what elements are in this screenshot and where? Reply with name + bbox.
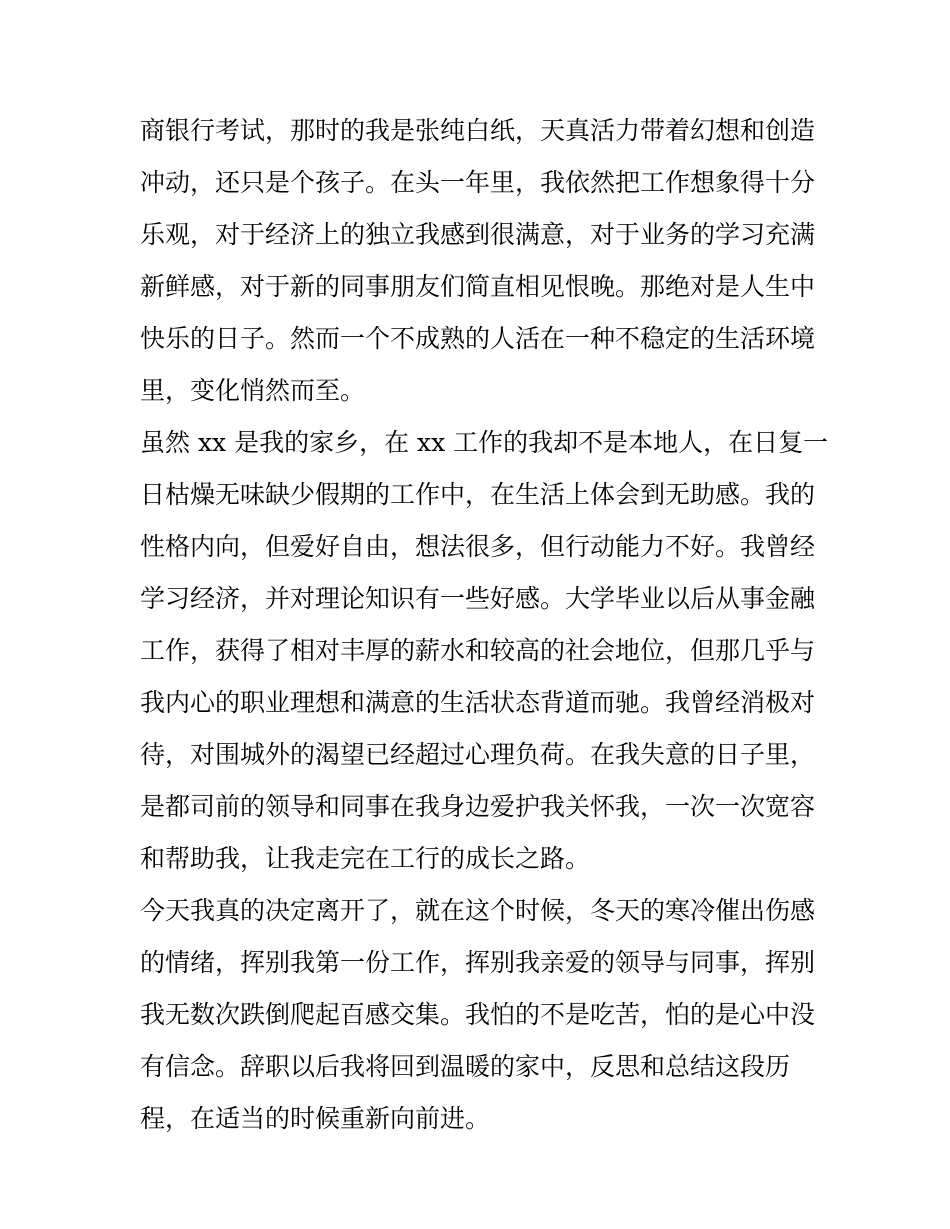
text-line: 我无数次跌倒爬起百感交集。我怕的不是吃苦，怕的是心中没 [140,1000,816,1029]
text-line: 学习经济，并对理论知识有一些好感。大学毕业以后从事金融 [140,584,816,613]
text-line: 乐观，对于经济上的独立我感到很满意，对于业务的学习充满 [140,220,816,249]
text-line: 快乐的日子。然而一个不成熟的人活在一种不稳定的生活环境 [140,324,816,353]
text-line: 的情绪，挥别我第一份工作，挥别我亲爱的领导与同事，挥别 [140,948,816,977]
text-line: 虽然 xx 是我的家乡，在 xx 工作的我却不是本地人，在日复一 [140,428,829,457]
text-line: 日枯燥无味缺少假期的工作中，在生活上体会到无助感。我的 [140,480,816,509]
text-line: 是都司前的领导和同事在我身边爱护我关怀我，一次一次宽容 [140,792,816,821]
text-line: 待，对围城外的渴望已经超过心理负荷。在我失意的日子里， [140,740,816,769]
text-line: 我内心的职业理想和满意的生活状态背道而驰。我曾经消极对 [140,688,816,717]
text-line: 和帮助我，让我走完在工行的成长之路。 [140,844,591,873]
text-line: 里，变化悄然而至。 [140,376,366,405]
text-line: 有信念。辞职以后我将回到温暖的家中，反思和总结这段历 [140,1052,791,1081]
text-line: 商银行考试，那时的我是张纯白纸，天真活力带着幻想和创造 [140,116,816,145]
text-line: 性格内向，但爱好自由，想法很多，但行动能力不好。我曾经 [140,532,816,561]
text-line: 冲动，还只是个孩子。在头一年里，我依然把工作想象得十分 [140,168,816,197]
text-line: 程，在适当的时候重新向前进。 [140,1104,491,1133]
text-line: 工作，获得了相对丰厚的薪水和较高的社会地位，但那几乎与 [140,636,816,665]
body-text [140,105,829,1145]
text-line: 今天我真的决定离开了，就在这个时候，冬天的寒冷催出伤感 [140,896,816,925]
text-line: 新鲜感，对于新的同事朋友们简直相见恨晚。那绝对是人生中 [140,272,816,301]
